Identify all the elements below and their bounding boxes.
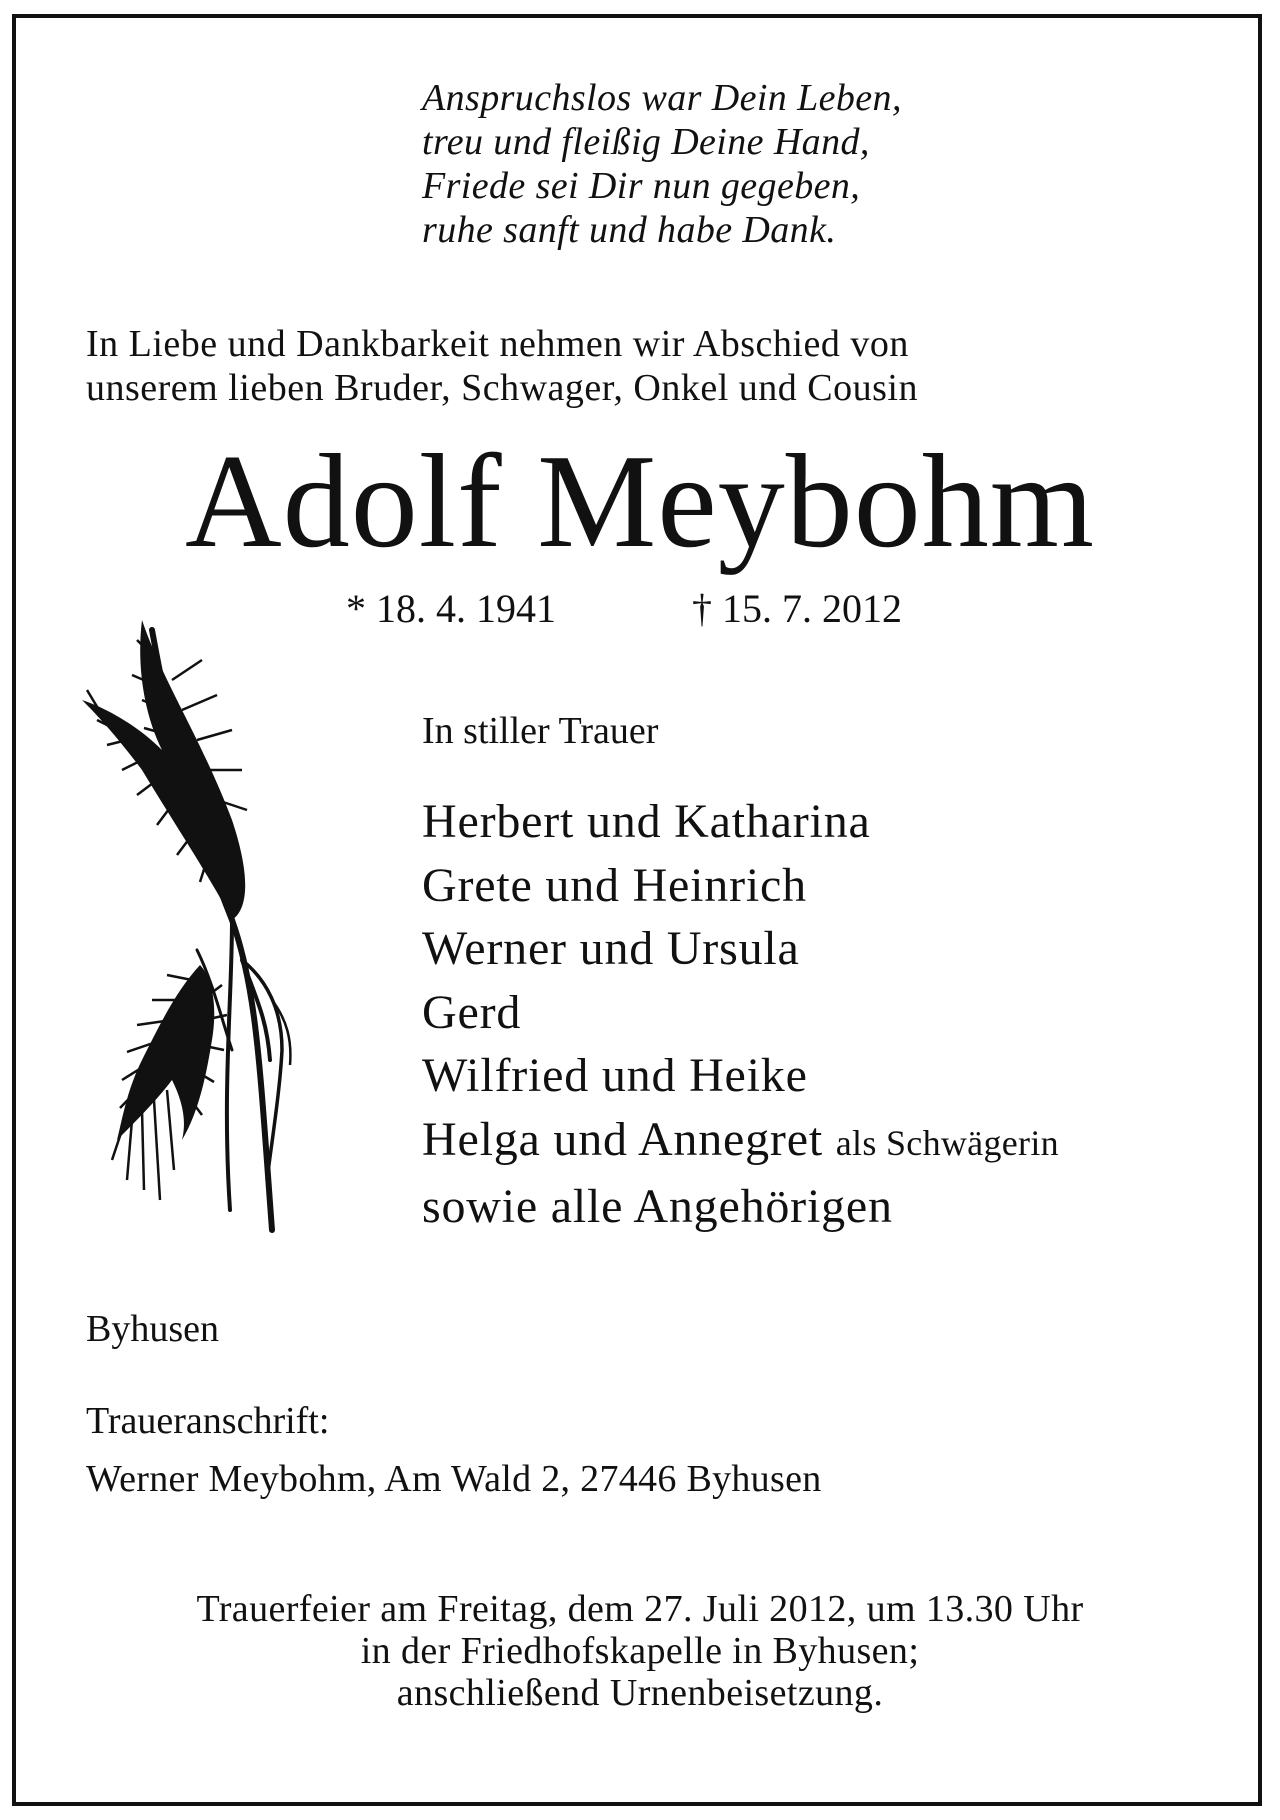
intro-line: unserem lieben Bruder, Schwager, Onkel und Cousin (86, 367, 918, 409)
grass-reed-icon (82, 620, 312, 1240)
funeral-service-info (0, 1588, 1280, 1714)
mourner-suffix: als Schwägerin (835, 1122, 1059, 1163)
mourning-address: Werner Meybohm, Am Wald 2, 27446 Byhusen (86, 1458, 822, 1500)
birth-date: * 18. 4. 1941 (346, 586, 556, 631)
service-line: Trauerfeier am Freitag, dem 27. Juli 2012, um 13.30 Uhr (196, 1588, 1084, 1630)
poem-line: Anspruchslos war Dein Leben, (422, 77, 902, 119)
mourner-entry: Wilfried und Heike (422, 1049, 808, 1102)
intro-line: In Liebe und Dankbarkeit nehmen wir Abschied von (86, 323, 909, 365)
mourner-entry: Herbert und Katharina (422, 795, 871, 848)
mourners-list (422, 790, 1059, 1239)
poem-line: Friede sei Dir nun gegeben, (422, 165, 861, 207)
poem-line: treu und fleißig Deine Hand, (422, 121, 870, 163)
mourner-entry-with-suffix (422, 1108, 1059, 1176)
grief-heading: In stiller Trauer (422, 710, 659, 752)
mourner-entry: Grete und Heinrich (422, 858, 807, 912)
poem-line: ruhe sanft und habe Dank. (422, 209, 837, 251)
memorial-poem (422, 76, 902, 252)
farewell-intro (86, 322, 918, 410)
mourner-entry: Werner und Ursula (422, 922, 800, 975)
town-name: Byhusen (86, 1308, 219, 1350)
mourner-entry: Helga und Annegret (422, 1112, 823, 1166)
deceased-name: Adolf Meybohm (185, 427, 1095, 575)
address-label: Traueranschrift: (86, 1400, 330, 1442)
death-date: † 15. 7. 2012 (692, 586, 902, 631)
service-line: anschließend Urnenbeisetzung. (396, 1672, 884, 1714)
mourner-entry: Gerd (422, 985, 522, 1039)
mourner-entry: sowie alle Angehörigen (422, 1180, 893, 1233)
service-line: in der Friedhofskapelle in Byhusen; (360, 1630, 920, 1672)
